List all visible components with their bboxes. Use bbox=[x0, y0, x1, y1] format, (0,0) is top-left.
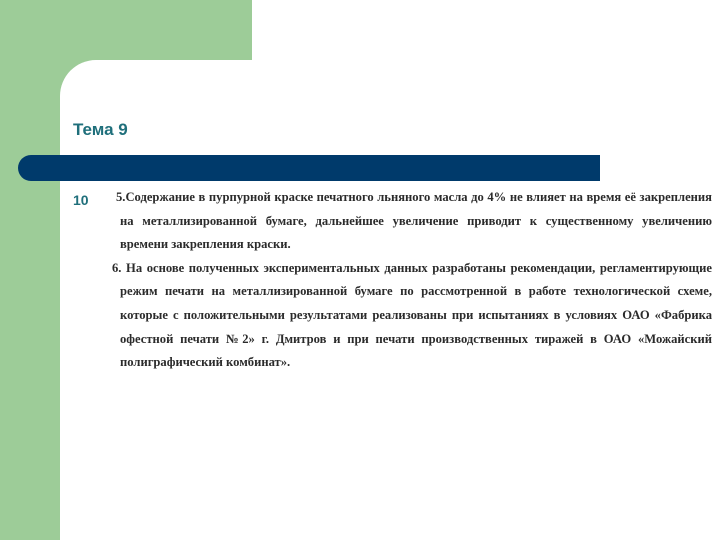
scan-paragraph-5: 5.Содержание в пурпурной краске печатного льняного масла до 4% не влияет на время её закрепления на металлизированной бумаге, дальнейшее увеличение приводит к существенному увеличению времени закрепления краски. bbox=[116, 190, 712, 252]
slide-title: Тема 9 bbox=[73, 120, 128, 139]
scan-paragraph-6: 6. На основе полученных экспериментальных данных разработаны рекомендации, регламентирующие режим печати на металлизированной бумаге по рассмотренной в работе технологической схеме, которые с положительными результатами реализованы при испытаниях в условиях ОАО «Фабрика офестной печати №2» г. Дмитров и при печати производственных тиражей в ОАО «Можайский полиграфический комбинат». bbox=[112, 260, 712, 370]
scanned-text-image bbox=[106, 186, 712, 375]
slide-number: 10 bbox=[73, 192, 89, 208]
title-divider-bar bbox=[18, 155, 600, 181]
